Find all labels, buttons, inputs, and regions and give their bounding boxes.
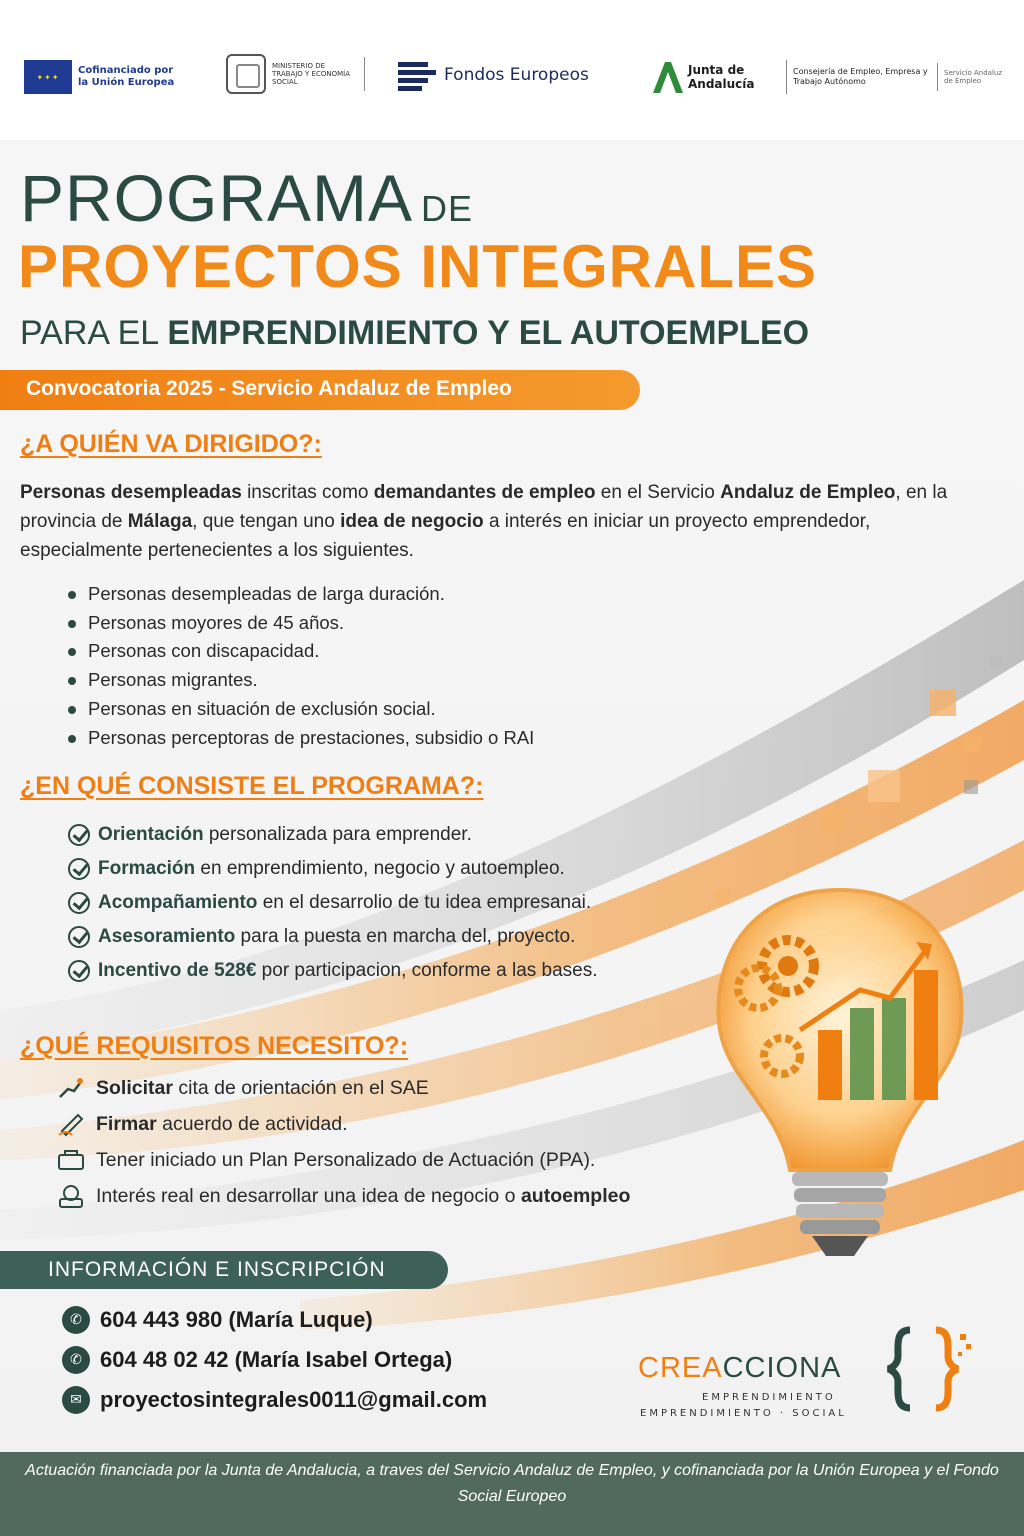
para-bold: Málaga — [127, 511, 193, 532]
feature-bold: Formación — [98, 858, 196, 879]
info-heading: INFORMACIÓN E INSCRIPCIÓN — [0, 1251, 448, 1289]
dirigido-paragraph — [20, 478, 950, 565]
ministry-logo — [226, 54, 375, 94]
eu-flag-icon: ✦✦✦ — [24, 60, 72, 94]
para-bold: Personas desempleadas — [20, 482, 242, 503]
business-icon — [56, 1183, 86, 1209]
junta-a-icon — [650, 60, 684, 94]
title-de: DE — [421, 188, 474, 229]
list-item — [56, 1070, 630, 1106]
phone-icon: ✆ — [62, 1306, 90, 1334]
eu-logo-text: Cofinanciado por la Unión Europea — [78, 65, 175, 88]
email-address[interactable]: proyectosintegrales0011@gmail.com — [100, 1387, 488, 1412]
list-item — [56, 1106, 630, 1142]
title-line-2: PROYECTOS INTEGRALES — [18, 233, 818, 300]
feature-bold: Orientación — [98, 824, 204, 845]
feature-text — [98, 892, 591, 914]
para-bold: Andaluz de Empleo — [720, 482, 896, 503]
requirement-text — [96, 1113, 348, 1136]
feature-text — [98, 926, 575, 948]
fondos-logo — [392, 58, 589, 92]
coat-of-arms-icon — [226, 54, 266, 94]
contact-phone-2[interactable] — [62, 1340, 487, 1380]
list-item: Personas perceptoras de prestaciones, subsidio o RAI — [66, 724, 534, 753]
brand-name-orange: CREA — [638, 1352, 723, 1384]
list-item: Personas en situación de exclusión social. — [66, 695, 534, 724]
contact-email[interactable] — [62, 1380, 487, 1420]
convocatoria-banner: Convocatoria 2025 - Servicio Andaluz de Empleo — [0, 370, 640, 410]
brand-sub-2: EMPRENDIMIENTO · SOCIAL — [640, 1408, 847, 1419]
consejeria-text: Consejería de Empleo, Empresa y Trabajo Autónomo — [793, 67, 928, 86]
check-circle-icon — [68, 960, 90, 982]
title-emprendimiento: EMPRENDIMIENTO Y EL AUTOEMPLEO — [167, 314, 810, 352]
para-text: inscritas como — [241, 482, 374, 503]
title-line-3 — [20, 314, 809, 353]
contact-phone-1[interactable] — [62, 1300, 487, 1340]
feature-text — [98, 960, 598, 982]
phone-icon: ✆ — [62, 1346, 90, 1374]
requirements-list — [56, 1070, 630, 1214]
sign-icon — [56, 1111, 86, 1137]
brand-sub-1: EMPRENDIMIENTO — [702, 1392, 836, 1403]
plan-icon — [56, 1147, 86, 1173]
para-text: , en la provincia de — [20, 482, 948, 532]
req-rest: cita de orientación en el SAE — [172, 1076, 429, 1099]
list-item: Personas con discapacidad. — [66, 637, 534, 666]
para-text: a interés en iniciar un proyecto emprendedor, especialmente pertenecientes a los siguientes. — [20, 511, 871, 561]
req-rest: acuerdo de actividad. — [156, 1112, 348, 1135]
req-bold: Solicitar — [96, 1076, 173, 1099]
target-group-list — [66, 580, 534, 752]
title-para-el: PARA EL — [20, 314, 168, 352]
lightbulb-illustration — [690, 880, 990, 1270]
eu-logo — [24, 60, 182, 94]
para-bold: idea de negocio — [340, 511, 484, 532]
check-circle-icon — [68, 858, 90, 880]
program-features-list — [68, 818, 598, 988]
list-item — [68, 886, 598, 920]
junta-text: Junta de Andalucía — [688, 63, 755, 91]
para-bold: demandantes de empleo — [373, 482, 596, 503]
fondos-text: Fondos Europeos — [444, 65, 589, 85]
requisitos-heading: ¿QUÉ REQUISITOS NECESITO?: — [20, 1032, 409, 1060]
email-icon: ✉ — [62, 1386, 90, 1414]
brace-icon — [886, 1324, 976, 1414]
contact-list — [62, 1300, 487, 1420]
creacciona-logo — [638, 1320, 978, 1430]
req-rest: Interés real en desarrollar una idea de negocio o — [96, 1184, 521, 1207]
check-circle-icon — [68, 824, 90, 846]
consiste-heading: ¿EN QUÉ CONSISTE EL PROGRAMA?: — [20, 772, 484, 800]
list-item — [56, 1142, 630, 1178]
req-rest: Tener iniciado un Plan Personalizado de Actuación (PPA). — [96, 1148, 596, 1171]
ministry-text: MINISTERIO DE TRABAJO Y ECONOMÍA SOCIAL — [272, 62, 350, 86]
sae-text: Servicio Andaluz de Empleo — [944, 69, 1003, 85]
requirement-text — [96, 1077, 429, 1100]
hand-icon — [56, 1075, 86, 1101]
phone-number[interactable]: 604 48 02 42 (María Isabel Ortega) — [100, 1347, 453, 1372]
footer-text: Actuación financiada por la Junta de Andalucia, a traves del Servicio Andaluz de Empleo, y cofinanciada por la Unión Europea y el Fondo Social Europeo — [0, 1452, 1024, 1536]
list-item — [68, 954, 598, 988]
list-item: Personas desempleadas de larga duración. — [66, 580, 534, 609]
list-item — [68, 818, 598, 852]
list-item — [56, 1178, 630, 1214]
feature-rest: para la puesta en marcha del, proyecto. — [235, 926, 576, 947]
requirement-text — [96, 1185, 630, 1208]
feature-rest: por participacion, conforme a las bases. — [256, 960, 598, 981]
junta-logo — [650, 60, 1004, 94]
list-item: Personas migrantes. — [66, 666, 534, 695]
divider — [937, 63, 938, 91]
brand-name — [638, 1352, 841, 1385]
feature-rest: en emprendimiento, negocio y autoempleo. — [195, 858, 565, 879]
title-programa: PROGRAMA — [20, 161, 414, 235]
feature-rest: personalizada para emprender. — [203, 824, 472, 845]
req-bold: Firmar — [96, 1112, 157, 1135]
req-bold: autoempleo — [520, 1184, 631, 1207]
feature-text — [98, 858, 565, 880]
title-line-1 — [20, 160, 473, 236]
feature-bold: Acompañamiento — [98, 892, 258, 913]
feature-bold: Asesoramiento — [98, 926, 236, 947]
dirigido-heading: ¿A QUIÉN VA DIRIGIDO?: — [20, 430, 322, 458]
brand-name-dark: CCIONA — [722, 1352, 842, 1384]
feature-rest: en el desarrolio de tu idea empresanai. — [257, 892, 592, 913]
divider — [786, 60, 787, 94]
feature-text — [98, 824, 472, 846]
divider — [364, 57, 365, 91]
para-text: , que tengan uno — [192, 511, 341, 532]
logo-band — [0, 0, 1024, 140]
phone-number[interactable]: 604 443 980 (María Luque) — [100, 1307, 373, 1332]
list-item — [68, 920, 598, 954]
check-circle-icon — [68, 892, 90, 914]
para-text: en el Servicio — [595, 482, 721, 503]
fondos-flag-icon — [392, 58, 436, 92]
feature-bold: Incentivo de 528€ — [98, 960, 257, 981]
check-circle-icon — [68, 926, 90, 948]
list-item — [68, 852, 598, 886]
requirement-text — [96, 1149, 595, 1172]
list-item: Personas moyores de 45 años. — [66, 609, 534, 638]
